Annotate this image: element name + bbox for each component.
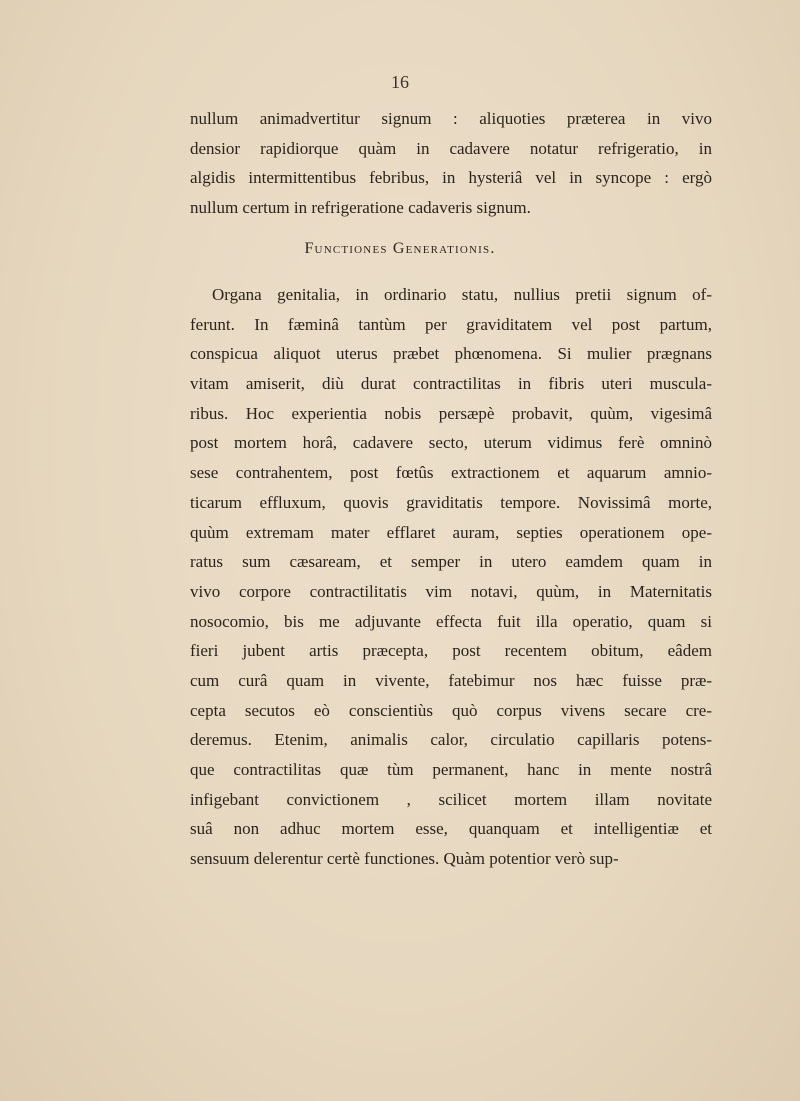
text-line: quùm extremam mater efflaret auram, septies operationem ope- [190, 522, 712, 542]
text-line: nullum certum in refrigeratione cadaveris signum. [190, 198, 531, 218]
text-line: deremus. Etenim, animalis calor, circulatio capillaris potens- [190, 730, 712, 750]
text-line: vitam amiserit, diù durat contractilitas in fibris uteri muscula- [190, 374, 712, 394]
text-line: densior rapidiorque quàm in cadavere notatur refrigeratio, in [190, 138, 712, 158]
text-line: Organa genitalia, in ordinario statu, nullius pretii signum of- [212, 285, 712, 304]
text-line: infigebant convictionem , scilicet mortem illam novitate [190, 789, 712, 809]
text-line: suâ non adhuc mortem esse, quanquam et intelligentiæ et [190, 819, 712, 839]
text-line: algidis intermittentibus febribus, in hysteriâ vel in syncope : ergò [190, 168, 712, 188]
text-line: que contractilitas quæ tùm permanent, hanc in mente nostrâ [190, 760, 712, 779]
text-line: cum curâ quam in vivente, fatebimur nos hæc fuisse præ- [190, 670, 712, 690]
text-line: conspicua aliquot uterus præbet phœnomena. Si mulier prægnans [190, 344, 712, 364]
text-line: fieri jubent artis præcepta, post recentem obitum, eâdem [190, 641, 712, 661]
text-line: sensuum delerentur certè functiones. Quàm potentior verò sup- [190, 849, 619, 869]
text-line: sese contrahentem, post fœtûs extractionem et aquarum amnio- [190, 463, 712, 483]
text-line: cepta secutos eò conscientiùs quò corpus vivens secare cre- [190, 700, 712, 720]
text-line: ferunt. In fæminâ tantùm per graviditatem vel post partum, [190, 314, 712, 334]
text-line: ratus sum cæsaream, et semper in utero eamdem quam in [190, 552, 712, 572]
text-line: vivo corpore contractilitatis vim notavi, quùm, in Maternitatis [190, 581, 712, 601]
page-number: 16 [391, 72, 409, 92]
text-line: ticarum effluxum, quovis graviditatis tempore. Novissimâ morte, [190, 492, 712, 512]
paragraph-refrigeratio [190, 104, 712, 223]
text-line: post mortem horâ, cadavere secto, uterum vidimus ferè omninò [190, 433, 712, 453]
text-line: nullum animadvertitur signum : aliquoties præterea in vivo [190, 109, 712, 128]
section-heading: Functiones Generationis. [304, 240, 496, 257]
text-line: nosocomio, bis me adjuvante effecta fuit illa operatio, quam si [190, 611, 712, 631]
text-line: ribus. Hoc experientia nobis persæpè probavit, quùm, vigesimâ [190, 403, 712, 423]
paragraph-generationis [190, 280, 712, 874]
